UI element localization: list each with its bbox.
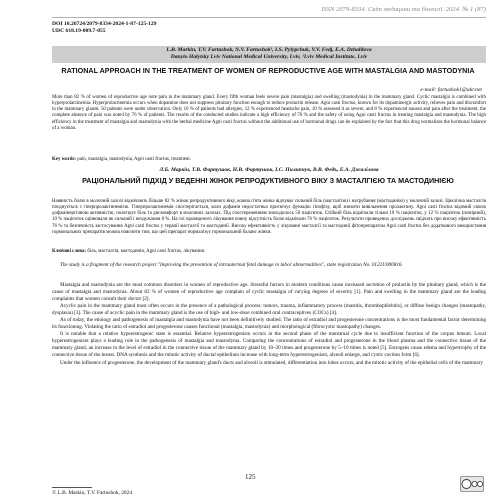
- keywords-en-label: Key words:: [52, 157, 77, 162]
- keywords-ua-text: біль, масталгія, мастодинія, Agni casti fructus, лікування.: [86, 249, 206, 254]
- copyright-line: © L.B. Markin, T.V. Fartushok, 2024: [52, 490, 133, 496]
- article-title: RATIONAL APPROACH IN THE TREATMENT OF WOMEN OF REPRODUCTIVE AGE WITH MASTALGIA AND MASTODYNIA: [61, 66, 475, 75]
- contact-email: e-mail: fartushok1@ukr.net: [420, 87, 482, 93]
- body-paragraph: Under the influence of progesterone, the development of the mammary gland's ducts and alveoli is stimulated, differentiation into lobes occurs, and the mitotic activity of the epithelial cells of the mammary: [60, 359, 483, 366]
- keywords-en: [52, 157, 486, 163]
- authors-band: [52, 46, 486, 63]
- abstract-en: More than 82 % of women of reproductive age note pain in the mammary gland. Every fifth woman feels severe pain (mastalgia) and swelling (mastodynia) in the mammary gland. Cyclic mastalgia is combined with hyperprolactinemia. Hyperprolactinemia occurs when dopamine does not suppress pituitary function enough to reduce prolactin release. Agni casti fructus, known for its dopaminergic activity, relieves pain and discomfort in the mammary glands. 50 patients were under observation. Only 10 % of patients had allergies, 12 % experienced headache pain, 10 % assessed it as severe, and 8 % experienced nausea and pain after the treatment, the complete absence of pain was noted by 76 % of patients. The results of the conducted studies indicate a high efficiency of 76 % and the safety of using Agni casti fructus in treating mastalgia and mastodynia. The high efficiency in the treatment of mastalgia and mastodynia with the herbal medicine Agni casti fructus without the additional use of hormonal drugs can be explained by the fact that this drug normalizes the hormonal balance of a woman.: [52, 95, 486, 131]
- body-paragraph: Acyclic pain in the mammary gland most often occurs in the presence of a pathological process: tumors, trauma, inflammatory process (mastitis, thrombophlebitis), or diffuse benign changes (mastopathy, dysplasia) [3]. The cause of acyclic pain in the mammary gland is the use of high- and low-dose combined oral contraceptives (COCs) [4].: [52, 303, 486, 317]
- authors-ua: Л.Б. Маркін, Т.В. Фартушок, Н.В. Фартушок, І.С. Пилипчук, В.В. Федь, Е.А. Джалілова: [159, 167, 379, 173]
- body-paragraph: Mastalgia and mastodynia are the most common disorders in women of reproductive age. Stressful factors in modern conditions cause increased secretion of prolactin by the pituitary gland, which is the cause of mastalgia and mastodynia. About 82 % of women of reproductive age complain of cyclic mastalgia of varying degrees of severity [1]. Pain and swelling in the mammary gland are the leading complaints that women consult their doctor [2].: [52, 282, 486, 303]
- creative-commons-badge-icon: [460, 476, 484, 492]
- keywords-ua: [52, 249, 486, 255]
- body-paragraph: As of today, the etiology and pathogenesis of mastalgia and mastodynia have not been definitively studied. The ratio of estradiol and progesterone concentrations is the most fundamental factor determining its functioning. Violating the ratio of estradiol and progesterone causes functional (mastalgia, mastodynia) and morphological (fibrocystic mastopathy) changes.: [52, 317, 486, 331]
- body-paragraph: It is notable that a relative hyperestrogenic state is essential. Relative hyperestrogenism occurs in the second phase of the menstrual cycle due to insufficient function of the corpus luteum. Local hyperestrogenism plays a leading role in the pathogenesis of mastalgia and mastodynia. Comparing the concentrations of estradiol and progesterone in the blood plasma and the connective tissue of the mammary gland, an increase in the level of estradiol in the connective tissue of the mammary gland by 10–20 times and progesterone by 5–10 times is noted [5]. Estrogens cause edema and hypertrophy of the connective tissue of the breast. DNA synthesis and the mitotic activity of ductal epithelium increase with long-term hyperestrogenism, alveoli enlarge, and cystic cavities form [6].: [52, 331, 486, 359]
- page-number: 125: [245, 473, 256, 481]
- article-body: [52, 282, 486, 367]
- journal-header: ISSN 2079-8334. Світ медицини та біології. 2024. № 1 (87): [321, 6, 486, 13]
- doi-line: DOI 10.26724/2079-8334-2024-1-87-125-129: [52, 21, 157, 27]
- abstract-ua: Наявність болю в молочній залозі відмічають більше 82 % жінок репродуктивного віку, кожна п'ята жінка відчуває сильний біль (масталгію) і нагрубання (мастодинію) у молочній залозі. Циклічна масталгія поєднується з гіперпролактинемією. Гіперпролактинемія спостерігається, коли дофамін недостатньо пригнічує функцію гіпофізу, щоб знизити вивільнення пролактину. Agni casti fructus відомий своєю дофамінергічною активністю, полегшує біль та дискомфорт в молочних залозах. Під спостереженням знаходилось 50 пацієнток. Стійкий біль відмічали тільки 10 % пацієнток, у 12 % пацієнток (помірний), 10 % пацієнток оцінювали як сильний і нездужання 8 %. На тлі проведеного лікування повну відсутність болю відмічали 76 % пацієнток. Результати проведених досліджень свідчать про високу ефективність 76 % та безпечність застосування Agni casti fructus у терапії масталгії та мастодинії. Високу ефективність у лікуванні масталгії та мастодинії фітопрепаратом Agni casti fructus без додаткового використання гормональних препаратів можна пояснити тим, що цей препарат нормалізує гормональний баланс жінки.: [52, 199, 486, 235]
- header-rule: [52, 17, 486, 18]
- article-title-ua: РАЦІОНАЛЬНИЙ ПІДХІД У ВЕДЕННІ ЖІНОК РЕПРОДУКТИВНОГО ВІКУ З МАСТАЛГІЄЮ ТА МАСТОДИНІЄЮ: [82, 176, 454, 185]
- funding-note: The study is a fragment of the research project "Improving the prevention of intrauterinal fetal damage in labor abnormalities", state registration No. 0122U000816.: [60, 262, 403, 268]
- article-identifiers: [52, 21, 156, 36]
- footnote-rule: [52, 487, 92, 488]
- udc-line: UDC 618.19-009.7-055: [52, 28, 106, 35]
- keywords-en-text: pain, mastalgia, mastodynia, Agni casti fructus, treatment.: [76, 157, 191, 162]
- authors-names: L.B. Markin, T.V. Fartushok, N.V. Fartushok¹, I.S. Pylypchuk, V.V. Fedj, E.A. Dzhalilova: [166, 47, 372, 53]
- authors-affiliation: Danylo Halytsky Lviv National Medical University, Lviv, ¹Lviv Medical Institute, Lviv: [170, 54, 368, 61]
- keywords-ua-label: Ключові слова:: [52, 249, 87, 254]
